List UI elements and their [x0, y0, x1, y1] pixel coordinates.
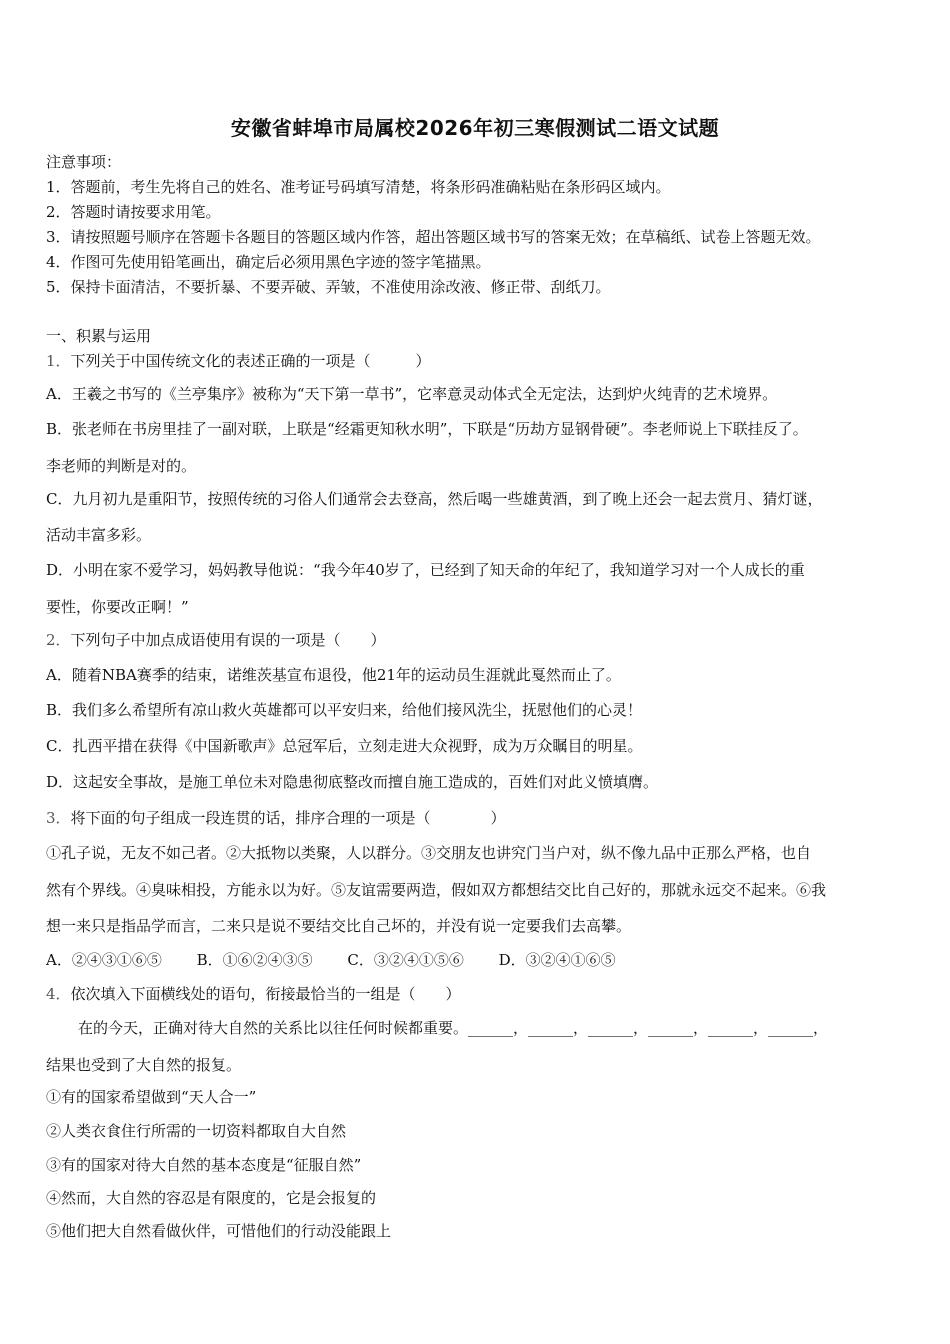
question-1-option-a: A．王羲之书写的《兰亭集序》被称为“天下第一草书”，它率意灵动体式全无定法，达到炉火纯青的艺术境界。	[46, 385, 778, 403]
question-4-text: 依次填入下面横线处的语句，衔接最恰当的一组是（ ）	[70, 985, 461, 1003]
question-1-number: 1．	[46, 352, 71, 370]
question-1-text: 下列关于中国传统文化的表述正确的一项是（ ）	[70, 352, 431, 370]
page-title: 安徽省蚌埠市局属校2026年初三寒假测试二语文试题	[230, 116, 720, 140]
question-4-item-5: ⑤他们把大自然看做伙伴，可惜他们的行动没能跟上	[46, 1222, 392, 1240]
question-3-passage-line3: 想一来只是指品学而言，二来只是说不要结交比自己坏的，并没有说一定要我们去高攀。	[46, 917, 632, 935]
question-2-option-d: D．这起安全事故，是施工单位未对隐患彻底整改而擅自施工造成的，百姓们对此义愤填膺。	[46, 773, 659, 791]
notice-item-1: 1．答题前，考生先将自己的姓名、准考证号码填写清楚，将条形码准确粘贴在条形码区域内。	[46, 178, 671, 196]
notice-heading: 注意事项：	[46, 153, 122, 171]
question-4-item-3: ③有的国家对待大自然的基本态度是“征服自然”	[46, 1156, 362, 1174]
question-1-option-c-line1: C．九月初九是重阳节，按照传统的习俗人们通常会去登高，然后喝一些雄黄酒，到了晚上还会一起去赏月、猜灯谜，	[46, 490, 823, 508]
question-3-options: A．②④③①⑥⑤ B．①⑥②④③⑤ C．③②④①⑤⑥ D．③②④①⑥⑤	[46, 951, 616, 969]
question-4-number: 4．	[46, 985, 71, 1003]
question-1-stem	[46, 351, 916, 371]
question-1-option-c-line2: 活动丰富多彩。	[46, 526, 152, 544]
notice-item-4: 4．作图可先使用铅笔画出，确定后必须用黑色字迹的签字笔描黑。	[46, 253, 491, 271]
notice-item-3: 3．请按照题号顺序在答题卡各题目的答题区域内作答，超出答题区域书写的答案无效；在草稿纸、试卷上答题无效。	[46, 228, 821, 246]
question-4-stem	[46, 984, 916, 1004]
question-1-option-d-line2: 要性，你要改正啊！”	[46, 598, 189, 616]
question-2-number: 2．	[46, 631, 71, 649]
question-4-item-4: ④然而，大自然的容忍是有限度的，它是会报复的	[46, 1189, 377, 1207]
question-3-text: 将下面的句子组成一段连贯的话，排序合理的一项是（ ）	[70, 809, 506, 827]
question-1-option-d-line1: D．小明在家不爱学习，妈妈教导他说：“我今年40岁了，已经到了知天命的年纪了，我知道学习对一个人成长的重	[46, 561, 805, 579]
question-3-number: 3．	[46, 809, 71, 827]
notice-item-2: 2．答题时请按要求用笔。	[46, 203, 221, 221]
question-2-text: 下列句子中加点成语使用有误的一项是（ ）	[70, 631, 386, 649]
question-4-item-1: ①有的国家希望做到“天人合一”	[46, 1088, 257, 1106]
question-3-passage-line2: 然有个界线。④臭味相投，方能永以为好。⑤友谊需要两造，假如双方都想结交比自己好的，那就永远交不起来。⑥我	[46, 881, 827, 899]
question-2-option-a: A．随着NBA赛季的结束，诺维茨基宣布退役，他21年的运动员生涯就此戛然而止了。	[46, 666, 621, 684]
question-4-passage-line2: 结果也受到了大自然的报复。	[46, 1056, 242, 1074]
question-1-option-b-line1: B．张老师在书房里挂了一副对联，上联是“经霜更知秋水明”，下联是“历劫方显钢骨硬”。李老师说上下联挂反了。	[46, 420, 808, 438]
question-4-item-2: ②人类衣食住行所需的一切资料都取自大自然	[46, 1122, 347, 1140]
question-2-stem	[46, 630, 916, 650]
question-4-passage-line1: 在的今天，正确对待大自然的关系比以往任何时候都重要。______，______，______，______，______，______，	[78, 1019, 829, 1037]
question-2-option-c: C．扎西平措在获得《中国新歌声》总冠军后，立刻走进大众视野，成为万众瞩目的明星。	[46, 737, 643, 755]
notice-item-5: 5．保持卡面清洁，不要折暴、不要弄破、弄皱，不准使用涂改液、修正带、刮纸刀。	[46, 278, 611, 296]
question-3-stem	[46, 808, 916, 828]
question-2-option-b: B．我们多么希望所有凉山救火英雄都可以平安归来，给他们接风洗尘，抚慰他们的心灵！	[46, 701, 643, 719]
section-heading: 一、积累与运用	[46, 327, 152, 345]
question-1-option-b-line2: 李老师的判断是对的。	[46, 457, 197, 475]
question-3-passage-line1: ①孔子说，无友不如己者。②大抵物以类聚，人以群分。③交朋友也讲究门当户对，纵不像九品中正那么严格，也自	[46, 844, 812, 862]
